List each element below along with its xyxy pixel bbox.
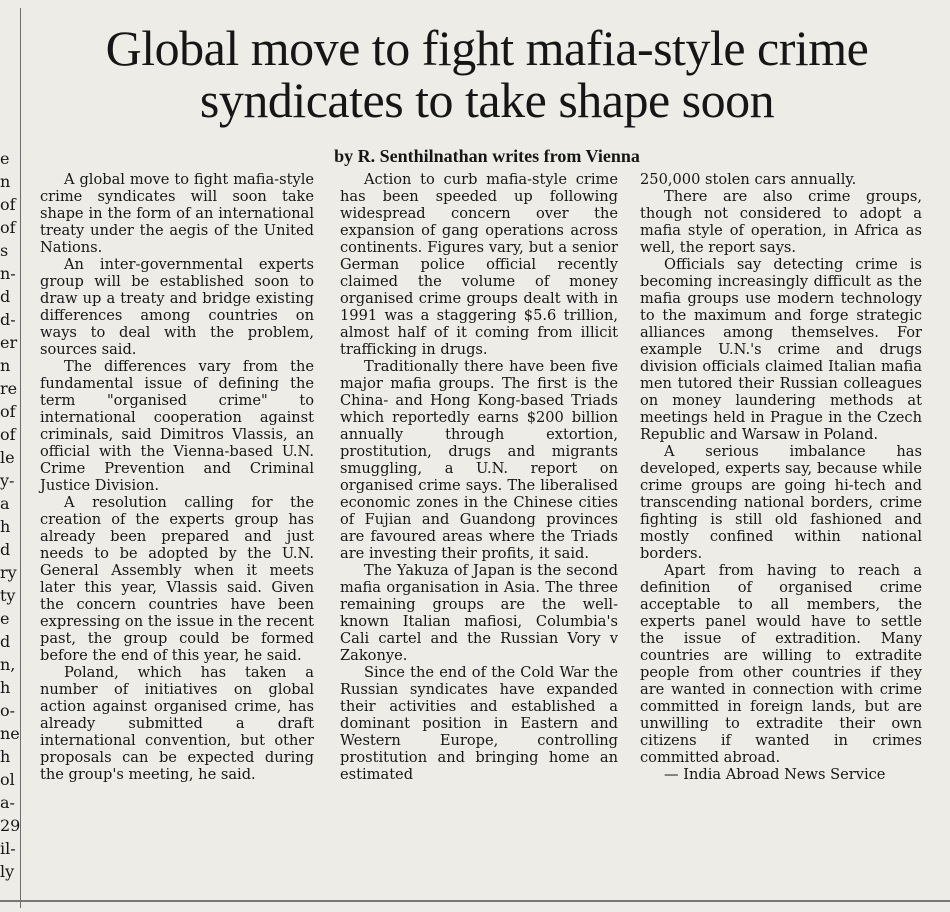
column-divider-rule (20, 8, 21, 908)
paragraph: 250,000 stolen cars annually. (640, 171, 857, 188)
paragraph: An inter-governmental experts group will be established soon to draw up a treaty and bridge existing differences among countries on ways to deal with the problem, sources said. (40, 256, 314, 358)
adjacent-column-text: n (0, 172, 11, 191)
article-column-3 (640, 171, 922, 897)
article-column-1 (40, 171, 314, 897)
adjacent-column-text: ly (0, 862, 15, 881)
paragraph: The differences vary from the fundamental issue of defining the term "organised crime" to international cooperation against criminals, said Dimitros Vlassis, an official with the Vienna-based U.N. Crime Prevention and Criminal Justice Division. (40, 358, 314, 494)
adjacent-column-text: n- (0, 264, 16, 283)
adjacent-column-fragment (0, 149, 21, 910)
adjacent-column-text: le (0, 448, 15, 467)
paragraph: Action to curb mafia-style crime has been speeded up following widespread concern over the expansion of gang operations across continents. Figures vary, but a senior German police official recently claimed the volume of money organised crime groups dealt with in 1991 was a staggering $5.6 trillion, almost half of it coming from illicit trafficking in drugs. (340, 171, 618, 358)
adjacent-column-text: of (0, 425, 16, 444)
headline (28, 22, 946, 126)
adjacent-column-text: d (0, 540, 11, 559)
adjacent-column-text: h (0, 747, 11, 766)
byline: by R. Senthilnathan writes from Vienna (334, 146, 640, 166)
paragraph: Officials say detecting crime is becoming increasingly difficult as the mafia groups use modern technology to the maximum and forge strategic alliances among themselves. For example U.N.'s crime and drugs division officials claimed Italian mafia men tutored their Russian colleagues on money laundering methods at meetings held in Prague in the Czech Republic and Warsaw in Poland. (640, 256, 922, 443)
bottom-divider-rule (0, 900, 950, 902)
headline-line-1: Global move to fight mafia-style crime (105, 20, 869, 76)
adjacent-column-text: il- (0, 839, 16, 858)
adjacent-column-text: o- (0, 701, 16, 720)
adjacent-column-text: d- (0, 310, 16, 329)
paragraph: Traditionally there have been five major mafia groups. The first is the China- and Hong Kong-based Triads which reportedly earns $200 billion annually through extortion, prostitution, drugs and migrants smuggling, a U.N. report on organised crime says. The liberalised economic zones in the Chinese cities of Fujian and Guandong provinces are favoured areas where the Triads are investing their profits, it said. (340, 358, 618, 562)
headline-line-2: syndicates to take shape soon (199, 72, 775, 128)
adjacent-column-text: n (0, 356, 11, 375)
paragraph: Apart from having to reach a definition of organised crime acceptable to all members, the experts panel would have to settle the issue of extradition. Many countries are willing to extradite people from other countries if they are wanted in connection with crime committed in foreign lands, but are unwilling to extradite their own citizens if wanted in crimes committed abroad. (640, 562, 922, 766)
adjacent-column-text: ol (0, 770, 15, 789)
adjacent-column-text: a- (0, 793, 15, 812)
adjacent-column-text: of (0, 195, 16, 214)
adjacent-column-text: a (0, 494, 10, 513)
adjacent-column-text: h (0, 678, 11, 697)
adjacent-column-text: ry (0, 563, 17, 582)
adjacent-column-text: e (0, 149, 10, 168)
adjacent-column-text: re (0, 379, 18, 398)
paragraph: A resolution calling for the creation of the experts group has already been prepared and just needs to be adopted by the U.N. General Assembly when it meets later this year, Vlassis said. Given the concern countries have been expressing on the issue in the recent past, the group could be formed before the end of this year, he said. (40, 494, 314, 664)
adjacent-column-text: ne (0, 724, 20, 743)
paragraph: A global move to fight mafia-style crime syndicates will soon take shape in the form of an international treaty under the aegis of the United Nations. (40, 171, 314, 256)
credit-line: — India Abroad News Service (664, 766, 886, 783)
adjacent-column-text: ty (0, 586, 16, 605)
adjacent-column-text: y- (0, 471, 15, 490)
adjacent-column-text: s (0, 241, 9, 260)
adjacent-column-text: d (0, 287, 11, 306)
adjacent-column-text: h (0, 517, 11, 536)
paragraph: Since the end of the Cold War the Russian syndicates have expanded their activities and established a dominant position in Eastern and Western Europe, controlling prostitution and bringing home an estimated (340, 664, 618, 783)
adjacent-column-text: of (0, 402, 16, 421)
adjacent-column-text: er (0, 333, 18, 352)
adjacent-column-text: of (0, 218, 16, 237)
paragraph: A serious imbalance has developed, experts say, because while crime groups are going hi-tech and transcending national borders, crime fighting is still old fashioned and mostly confined within national borders. (640, 443, 922, 562)
adjacent-column-text: n, (0, 655, 16, 674)
paragraph: Poland, which has taken a number of initiatives on global action against organised crime, has already submitted a draft international convention, but other proposals can be expected during the group's meeting, he said. (40, 664, 314, 783)
adjacent-column-text: d (0, 632, 11, 651)
article-column-2 (340, 171, 618, 897)
adjacent-column-text: e (0, 609, 10, 628)
adjacent-column-text: 29 (0, 816, 21, 835)
paragraph: There are also crime groups, though not considered to adopt a mafia style of operation, in Africa as well, the report says. (640, 188, 922, 256)
paragraph: The Yakuza of Japan is the second mafia organisation in Asia. The three remaining groups are the well-known Italian mafiosi, Columbia's Cali cartel and the Russian Vory v Zakonye. (340, 562, 618, 664)
